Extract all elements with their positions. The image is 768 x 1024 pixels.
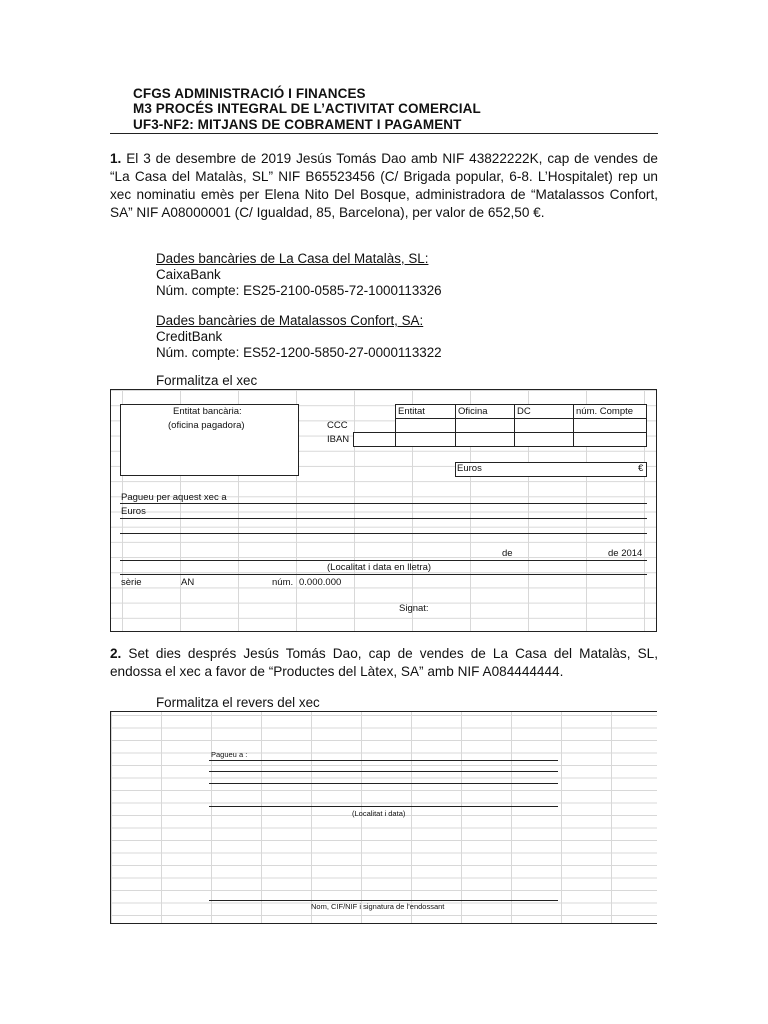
extra-line [120,533,647,534]
exercise-2-number: 2. [110,646,122,661]
caption-line [120,574,647,575]
iban-label: IBAN [327,434,350,445]
serie-value: AN [181,577,195,588]
bank-entity-label: Entitat bancària: [173,406,242,417]
place-date-back-caption: (Localitat i data) [352,809,406,818]
exercise-2-statement [110,645,658,681]
iban-dc-input[interactable] [514,432,574,447]
euro-sign: € [638,463,644,474]
bank-1-account: Núm. compte: ES25-2100-0585-72-1000113326 [156,282,442,298]
task-2-label: Formalitza el revers del xec [156,695,320,710]
euros-words-label: Euros [121,506,146,517]
date-line[interactable] [120,560,647,561]
header-course: CFGS ADMINISTRACIÓ I FINANCES [133,86,366,101]
bank-details-2 [156,313,442,360]
pay-to-back-label: Pagueu a : [211,750,248,759]
num-label: núm. [272,577,294,588]
header-unit: UF3-NF2: MITJANS DE COBRAMENT I PAGAMENT [133,117,462,132]
iban-entitat-input[interactable] [395,432,456,447]
place-date-caption: (Localitat i data en lletra) [327,562,432,573]
euros-words-line[interactable] [120,518,647,519]
endorser-signature-caption: Nom, CIF/NIF i signatura de l’endossant [311,902,445,911]
ccc-entitat-input[interactable] [395,418,456,433]
bank-1-title: Dades bancàries de La Casa del Matalàs, SL: [156,251,429,266]
header-module: M3 PROCÉS INTEGRAL DE L’ACTIVITAT COMERCIAL [133,101,481,116]
bank-details-1 [156,251,442,298]
exercise-2-text: Set dies després Jesús Tomás Dao, cap de vendes de La Casa del Matalàs, SL, endossa el xec a favor de “Productes del Làtex, SA” amb NIF A084444444. [110,646,658,679]
paying-office-label: (oficina pagadora) [168,420,245,431]
bank-2-name: CreditBank [156,328,223,344]
date-de-label: de [502,548,513,559]
ccc-compte-input[interactable] [573,418,647,433]
exercise-1-number: 1. [110,151,122,166]
ccc-label: CCC [327,420,348,431]
exercise-1-text: El 3 de desembre de 2019 Jesús Tomás Dao amb NIF 43822222K, cap de vendes de “La Casa del Matalàs, SL” NIF B65523456 (C/ Brigada popular, 6-8. L’Hospitalet) rep un xec nominatiu emès per Elena Nito Del Bosque, administradora de “Matalassos Confort, SA” NIF A08000001 (C/ Igualdad, 85, Barcelona), per valor de 652,50 €. [110,151,658,220]
col-num-compte: núm. Compte [573,404,647,419]
signature-line[interactable] [209,900,558,901]
endorse-line-1[interactable] [209,760,558,761]
endorse-line-3[interactable] [209,783,558,784]
col-entitat: Entitat [395,404,456,419]
col-dc: DC [514,404,574,419]
cheque-front-form [110,389,657,632]
iban-compte-input[interactable] [573,432,647,447]
exercise-1-statement [110,150,658,222]
euros-box-label: Euros [457,463,482,474]
bank-2-title: Dades bancàries de Matalassos Confort, SA: [156,313,424,328]
task-1-label: Formalitza el xec [156,373,258,388]
pay-to-line[interactable] [120,503,647,504]
cheque-back-form [110,711,657,924]
ccc-dc-input[interactable] [514,418,574,433]
endorse-line-2[interactable] [209,771,558,772]
date-year-label: de 2014 [608,548,643,559]
iban-input[interactable] [353,432,398,447]
header-divider [110,133,658,134]
ccc-oficina-input[interactable] [455,418,515,433]
place-date-line[interactable] [209,806,558,807]
iban-oficina-input[interactable] [455,432,515,447]
col-oficina: Oficina [455,404,515,419]
pay-to-label: Pagueu per aquest xec a [121,492,227,503]
bank-2-account: Núm. compte: ES52-1200-5850-27-0000113322 [156,344,442,360]
serie-label: sèrie [121,577,142,588]
euros-amount-box[interactable] [455,462,647,477]
bank-1-name: CaixaBank [156,266,221,282]
num-value: 0.000.000 [299,577,342,588]
signed-label: Signat: [399,603,429,614]
